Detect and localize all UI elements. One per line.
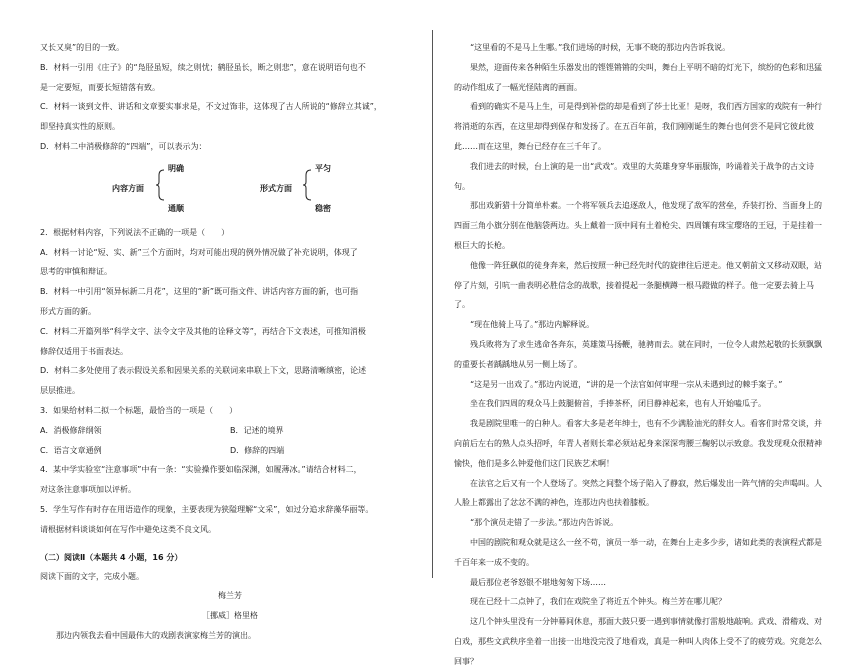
story-paragraph: 他像一阵狂飙似的徒身奔来，然后按照一种已经先时代的旋律往后逆走。他又朝前文又移动双眼，站停了片刻，引吭一曲表明必胜信念的战歌，接着提起一条腿横蹲一根马蹬做的样子。他一定要去骑上马了。 — [454, 260, 822, 310]
questions-4-5 — [40, 460, 420, 539]
story-paragraph: 我是剧院里唯一的白种人。看客大多是老年绅士，也有不少满脸油光的胖女人。看客们时常交谈，并向前后左右的熟人点头招呼，年青人者则长辈必须站起身来深深弯腰三鞠躬以示致意。我发现观众很精神愉快，他们是多么钟爱他们这门民族艺术啊！ — [454, 419, 822, 468]
diagram-right-top: 平匀 — [315, 163, 331, 173]
story-paragraph: 这几个钟头里没有一分钟幕间休息，那面大鼓只要一遇到事情就像打雷般地敲响。武戏、滑稽戏、对白戏，那些文武秩序坐着一出接一出地没完没了地看戏，真是一种叫人肉体上受不了的疲劳戏。究竟怎么回事？ — [454, 617, 822, 666]
story-paragraph: 果然，迎面传来各种陌生乐器发出的铿铿锵锵的尖叫，舞台上平明不暗的灯光下，缤纷的色彩和迅猛的动作组成了一幅光怪陆离的画面。 — [454, 62, 822, 92]
brace-icon — [155, 169, 165, 201]
text-line: 对这条注意事项加以评析。 — [40, 485, 136, 495]
right-column — [454, 38, 826, 672]
story-paragraph: 那出戏新猎十分简单朴素。一个将军领兵去追逐敌人，他发现了敌军的营垒，乔装打扮、当面身上的四面三角小旗分别在他脑袋两边。头上戴着一顶中间有土着枪尖、四周镶有珠宝璎珞的王冠，于是挂着一根巨大的长枪。 — [454, 201, 822, 250]
story-first-line: 那边内领我去看中国最伟大的戏剧表演家梅兰芳的演出。 — [56, 630, 256, 640]
text-line: 形式方面的新。 — [40, 306, 96, 316]
text-line: 思考的审慎和辩证。 — [40, 267, 112, 277]
section-heading: （二）阅读Ⅱ（本题共 4 小题，16 分） — [40, 552, 183, 562]
q1-options — [40, 38, 420, 157]
q3-options-row — [40, 421, 420, 441]
story-paragraph: 看到的确实不是马上生，可是得到补偿的却是看到了莎士比亚！是呀，我们西方国家的戏院有一种行将消逝的东西，在这里却得到保存和发扬了。在五百年前，我们刚刚诞生的舞台也何尝不是同它彼此彼此……而在这里，舞台已经存在三千年了。 — [454, 102, 822, 151]
left-column — [40, 38, 420, 646]
text-line: B．材料一中引用“领异标新二月花”，这里的“新”既可指文件、讲话内容方面的新，也可指 — [40, 287, 359, 297]
text-line: 请根据材料谈谈如何在写作中避免这类不良文风。 — [40, 524, 216, 534]
diagram-right-bottom: 稳密 — [315, 203, 331, 213]
diagram-right-root: 形式方面 — [260, 183, 292, 193]
diagram-left-bottom: 通顺 — [168, 203, 184, 213]
text-line: 是一定要短，而要长短错落有致。 — [40, 82, 160, 92]
text-line: B．材料一引用《庄子》的“凫胫虽短，续之则忧；鹤胫虽长，断之则悲”，意在说明语句也不 — [40, 62, 366, 72]
q3-options-row — [40, 441, 420, 461]
question-3 — [40, 401, 420, 460]
text-line: D．材料二多处使用了表示假设关系和因果关系的关联词来串联上下文，思路清晰缜密，论述 — [40, 366, 367, 376]
q3-option-b: B．记述的境界 — [230, 425, 284, 435]
text-line: 4．某中学实验室“注意事项”中有一条：“实验操作要如临深渊，如履薄冰。”请结合材料二， — [40, 465, 362, 475]
story-paragraph: 中国的剧院和观众就是这么一丝不苟，演员一举一动，在舞台上走多少步，诸如此类的表演程式都是千百年来一成不变的。 — [454, 537, 822, 567]
story-paragraph: 坐在我们四周的观众马上鼓腿俯首，手捧茶杯，闭目静神起来，也有人开始嗑瓜子。 — [470, 399, 766, 409]
diagram-left-top: 明确 — [168, 163, 184, 173]
story-paragraph: “这是另一出戏了。”那边内说道，“讲的是一个法官如何审理一宗从未遇到过的棘手案子。” — [470, 379, 783, 389]
text-line: 又长又臭”的目的一致。 — [40, 43, 125, 52]
text-line: C．材料二开篇列举“科学文字、法令文字及其他的诠释文等”，再结合下文表述，可推知消极 — [40, 326, 366, 336]
text-line: C．材料一谈到文件、讲话和文章要实事求是，不文过饰非，这体现了古人所说的“修辞立其诚”， — [40, 102, 382, 112]
q3-stem: 3．如果给材料二拟一个标题，最恰当的一项是（ ） — [40, 405, 238, 415]
text-line: 修辞仅适用于书面表达。 — [40, 346, 128, 356]
story-paragraph: 现在已经十二点钟了，我们在戏院坐了将近五个钟头。梅兰芳在哪儿呢？ — [470, 597, 726, 607]
story-paragraph: “那个演员走错了一步法。”那边内告诉说。 — [470, 518, 619, 528]
rhetoric-diagram — [40, 161, 420, 217]
text-line: 即坚持真实性的原则。 — [40, 122, 120, 132]
text-line: 层层推进。 — [40, 386, 80, 396]
story-paragraph: 我们进去的时候，台上演的是一出“武戏”。戏里的大英雄身穿华丽服饰，吟诵着关于战争的古文诗句。 — [454, 161, 815, 191]
story-paragraph: 残兵败将为了求生逃命各奔东，英雄策马扬鞭，驰骋而去。就在同时，一位令人肃然起敬的长须飘飘的重要长者踽踽地从另一侧上场了。 — [454, 339, 822, 369]
text-line: 5．学生写作有时存在用语造作的现象，主要表现为狭隘理解“文采”，如过分追求辞藻华丽等。 — [40, 504, 374, 514]
story-paragraph: 最后那位老爷怒银不堪地匆匆下场…… — [470, 577, 606, 587]
column-divider — [432, 30, 433, 578]
text-line: 2．根据材料内容，下列说法不正确的一项是（ ） — [40, 227, 230, 237]
story-title: 梅兰芳 — [218, 591, 242, 601]
story-paragraph: “现在他骑上马了。”那边内解释说。 — [470, 320, 595, 330]
text-line: D．材料二中消极修辞的“四端”，可以表示为： — [40, 141, 207, 151]
q3-option-d: D．修辞的四端 — [230, 445, 285, 455]
q3-option-c: C．语言文章通例 — [40, 445, 102, 455]
story-author: ［挪威］格里格 — [202, 611, 258, 621]
story-paragraph: “这里看的不是马上生哪。”我们进场的时候，无事不晓的那边内告诉我说。 — [470, 43, 731, 52]
question-2 — [40, 223, 420, 401]
text-line: A．材料一讨论“短、实、新”三个方面时，均对可能出现的例外情况做了补充说明，体现了 — [40, 247, 358, 257]
diagram-left-root: 内容方面 — [112, 183, 144, 193]
instruction: 阅读下面的文字，完成小题。 — [40, 571, 144, 581]
story-paragraph: 在法官之后又有一个人登场了。突然之间整个场子陷入了静寂，然后爆发出一阵气情的尖声喝叫。人人脸上都露出了忿忿不满的神色，连那边内也扶着膝板。 — [454, 478, 822, 508]
brace-icon — [302, 169, 312, 201]
q3-option-a: A．消极修辞纲领 — [40, 425, 102, 435]
